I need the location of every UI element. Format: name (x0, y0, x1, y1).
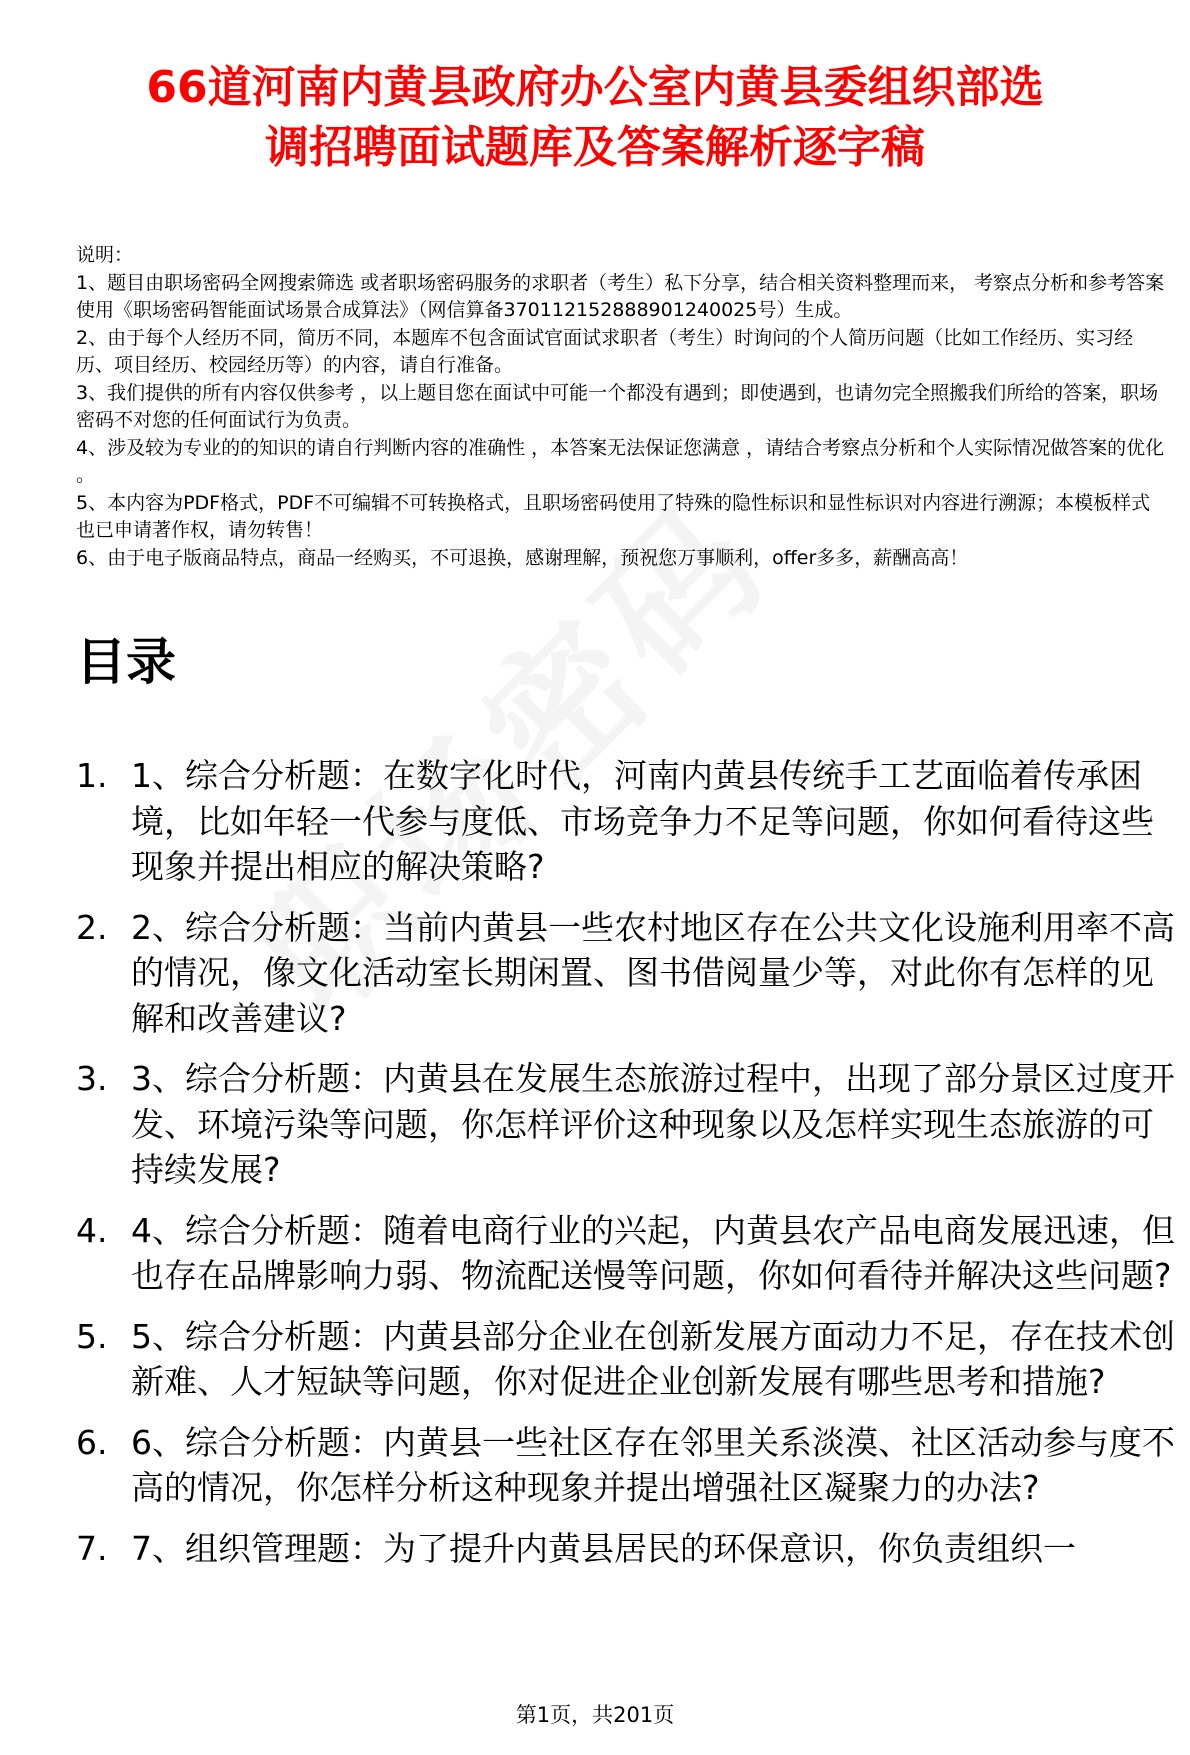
toc-item-number: 3. (76, 1059, 108, 1098)
toc-item-text: 4、综合分析题：随着电商行业的兴起，内黄县农产品电商发展迅速，但也存在品牌影响力弱、物流配送慢等问题，你如何看待并解决这些问题? (131, 1210, 1175, 1295)
toc-item[interactable] (76, 1526, 1176, 1572)
toc-item[interactable] (76, 1314, 1176, 1405)
title-line-1: 66道河南内黄县政府办公室内黄县委组织部选 (146, 62, 1044, 113)
note-item: 2、由于每个人经历不同，简历不同，本题库不包含面试官面试求职者（考生）时询问的个人简历问题（比如工作经历、实习经历、项目经历、校园经历等）的内容，请自行准备。 (76, 326, 1134, 376)
note-item: 3、我们提供的所有内容仅供参考 ，以上题目您在面试中可能一个都没有遇到；即使遇到，也请勿完全照搬我们所给的答案，职场密码不对您的任何面试行为负责。 (76, 381, 1159, 431)
toc-item-text: 6、综合分析题：内黄县一些社区存在邻里关系淡漠、社区活动参与度不高的情况，你怎样分析这种现象并提出增强社区凝聚力的办法? (131, 1422, 1175, 1507)
toc-item[interactable] (76, 1208, 1176, 1299)
toc-item-number: 1. (76, 756, 108, 795)
toc-item[interactable] (76, 1420, 1176, 1511)
table-of-contents (76, 753, 1176, 1571)
toc-item-number: 6. (76, 1422, 108, 1462)
toc-item-text: 7、组织管理题：为了提升内黄县居民的环保意识，你负责组织一 (131, 1528, 1076, 1568)
toc-item-text: 1、综合分析题：在数字化时代，河南内黄县传统手工艺面临着传承困境，比如年轻一代参与度低、市场竞争力不足等问题，你如何看待这些现象并提出相应的解决策略? (131, 756, 1154, 886)
note-item: 4、涉及较为专业的的知识的请自行判断内容的准确性 ，本答案无法保证您满意 ，请结合考察点分析和个人实际情况做答案的优化 。 (76, 436, 1165, 486)
toc-item-number: 4. (76, 1210, 108, 1250)
toc-item[interactable] (76, 905, 1176, 1042)
notes-section (76, 242, 1166, 572)
toc-heading: 目录 (76, 633, 176, 691)
title-line-2: 调招聘面试题库及答案解析逐字稿 (265, 122, 925, 173)
page-footer: 第1页，共201页 (515, 1703, 675, 1727)
toc-item-text: 5、综合分析题：内黄县部分企业在创新发展方面动力不足，存在技术创新难、人才短缺等问题，你对促进企业创新发展有哪些思考和措施? (131, 1316, 1175, 1401)
document-title (40, 58, 1150, 178)
toc-item[interactable] (76, 753, 1176, 890)
note-item: 1、题目由职场密码全网搜索筛选 或者职场密码服务的求职者（考生）私下分享，结合相关资料整理而来， 考察点分析和参考答案使用《职场密码智能面试场景合成算法》（网信算备370112152888901240025号）生成。 (76, 271, 1165, 321)
notes-heading: 说明： (76, 244, 134, 266)
note-item: 6、由于电子版商品特点，商品一经购买，不可退换，感谢理解，预祝您万事顺利，offer多多，薪酬高高！ (76, 546, 969, 569)
toc-item-text: 2、综合分析题：当前内黄县一些农村地区存在公共文化设施利用率不高的情况，像文化活动室长期闲置、图书借阅量少等，对此你有怎样的见解和改善建议? (131, 907, 1175, 1038)
toc-item-text: 3、综合分析题：内黄县在发展生态旅游过程中，出现了部分景区过度开发、环境污染等问题，你怎样评价这种现象以及怎样实现生态旅游的可持续发展? (131, 1059, 1175, 1189)
toc-item-number: 7. (76, 1528, 108, 1568)
toc-item[interactable] (76, 1056, 1176, 1193)
note-item: 5、本内容为PDF格式，PDF不可编辑不可转换格式，且职场密码使用了特殊的隐性标识和显性标识对内容进行溯源；本模板样式也已申请著作权，请勿转售！ (76, 491, 1151, 541)
toc-item-number: 2. (76, 907, 108, 947)
toc-item-number: 5. (76, 1316, 108, 1356)
